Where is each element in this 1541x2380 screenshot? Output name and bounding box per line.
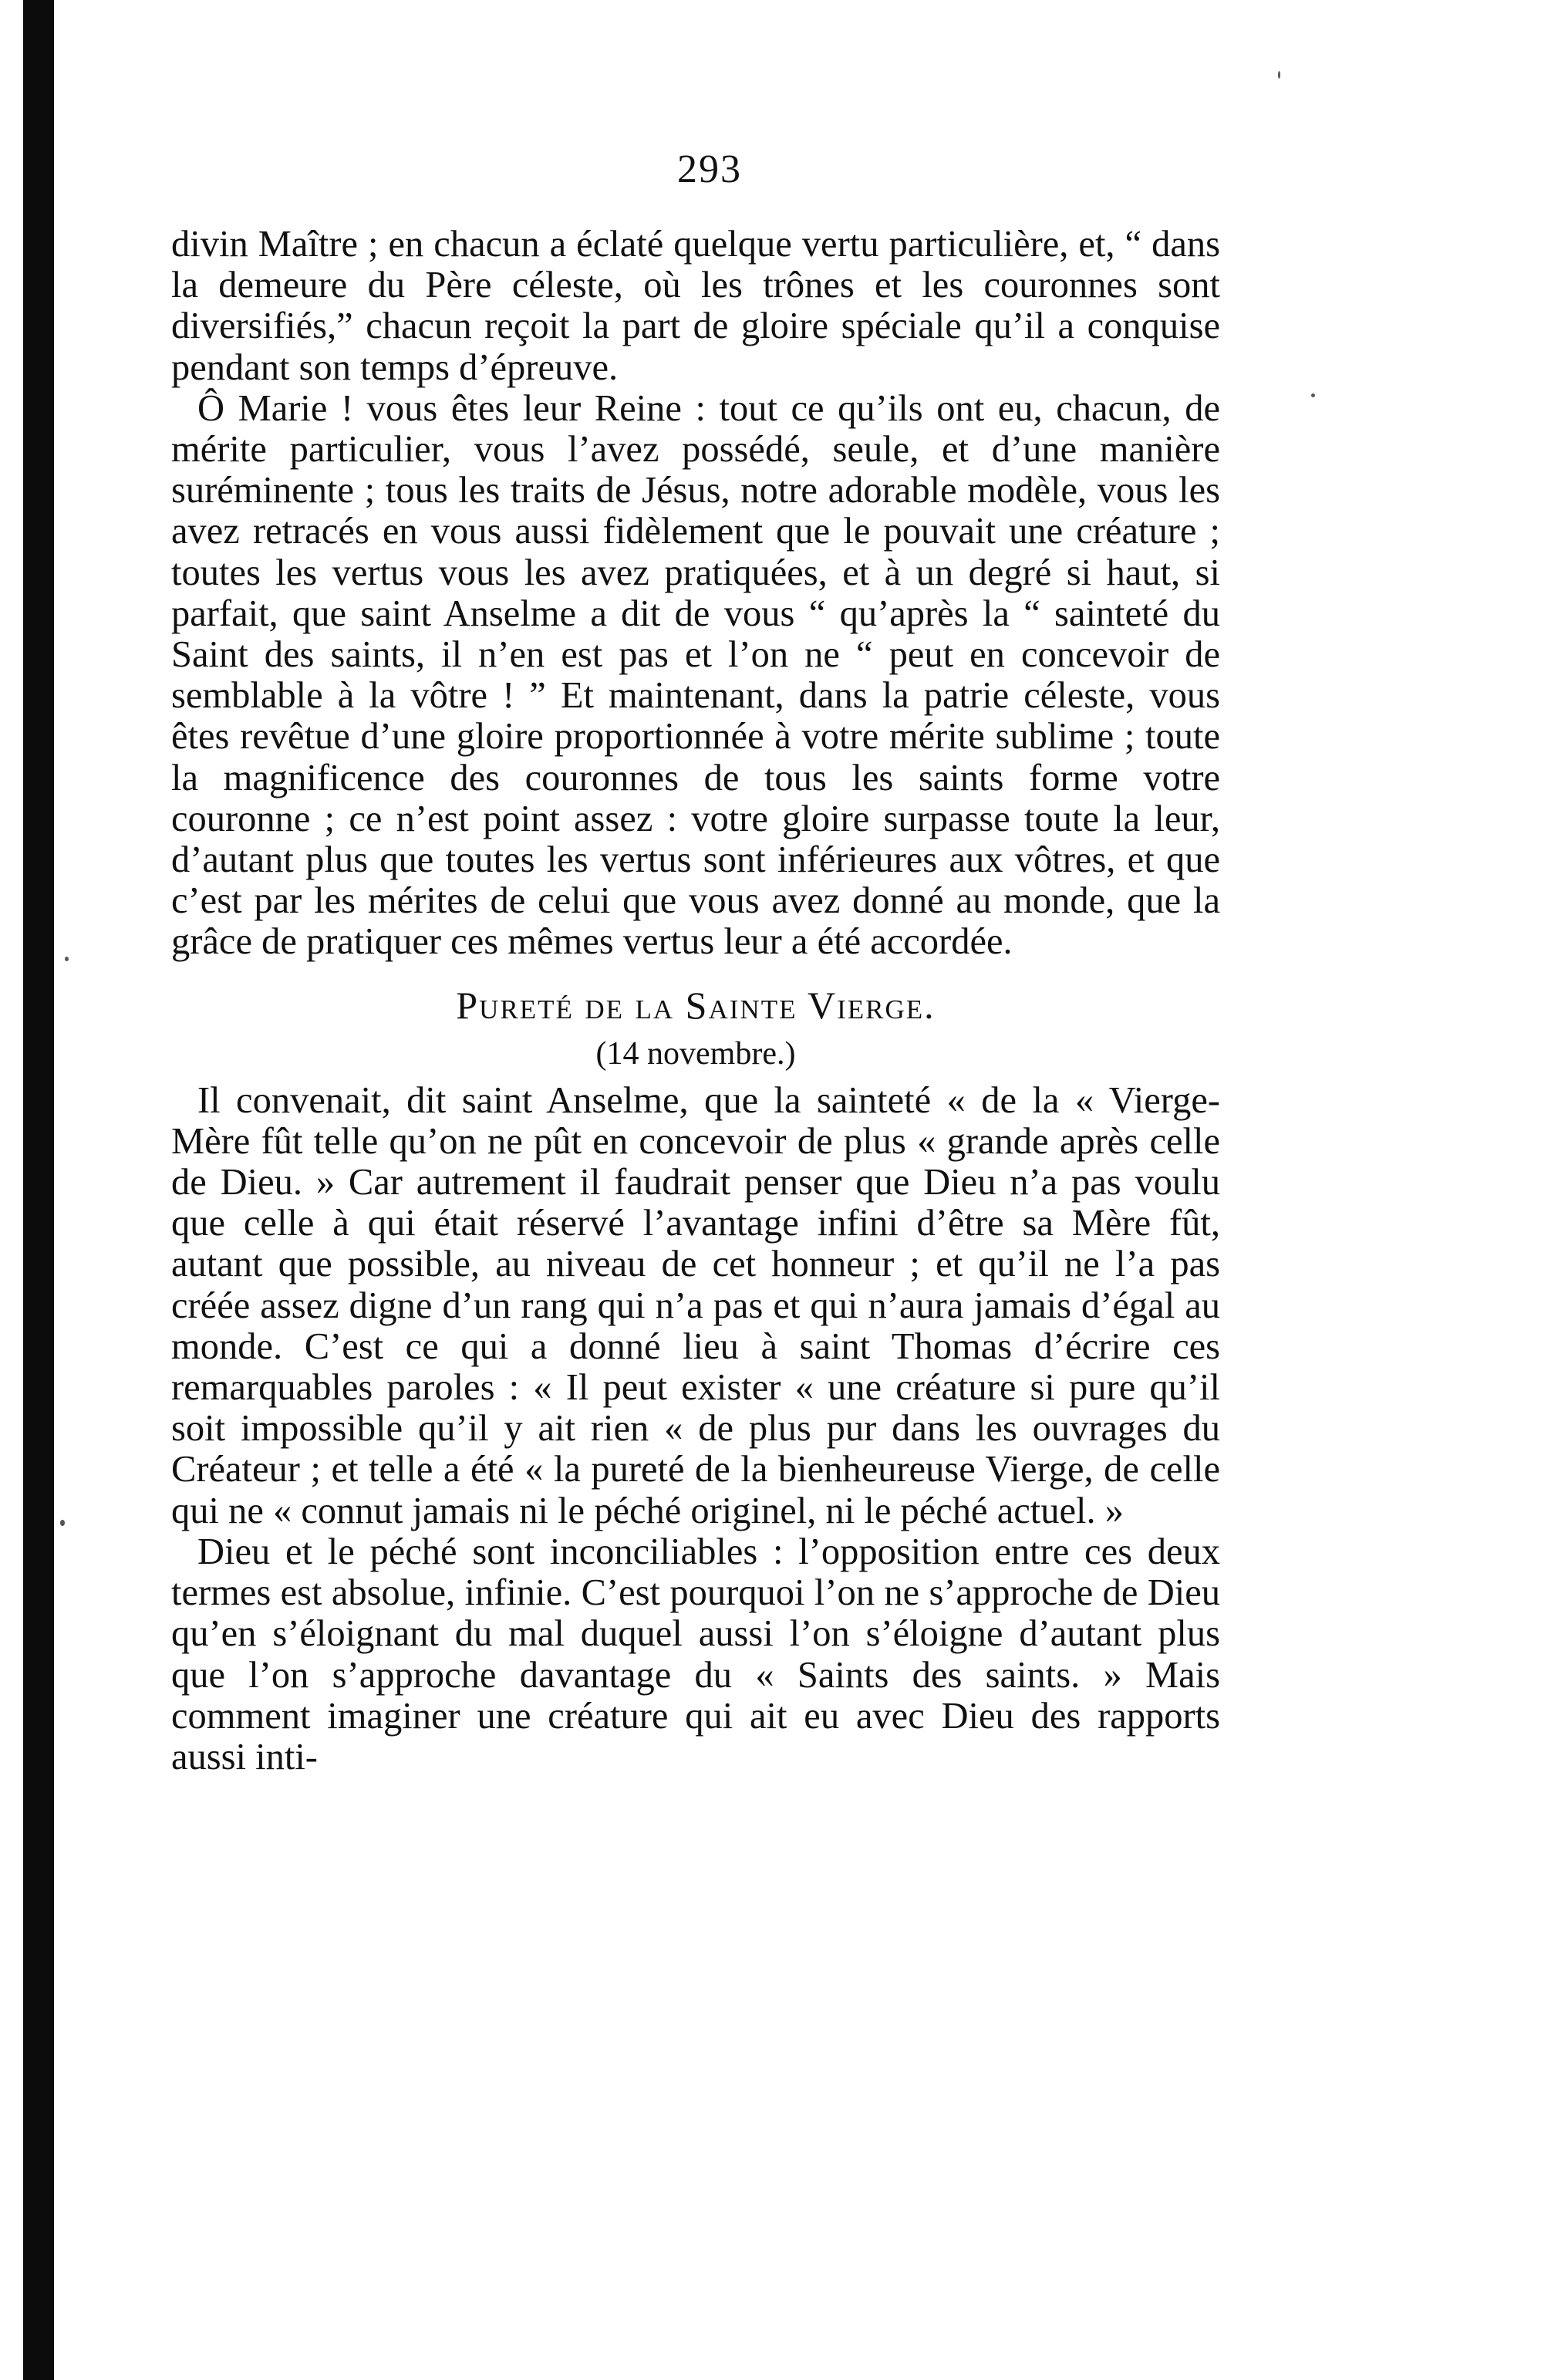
scan-speck (1278, 71, 1280, 79)
body-text (171, 224, 1220, 1777)
section-date: (14 novembre.) (595, 1035, 796, 1072)
paragraph: Ô Marie ! vous êtes leur Reine : tout ce qu’ils ont eu, chacun, de mérite particulier, vous l’avez possédé, seule, et d’une manière suréminente ; tous les traits de Jésus, notre adorable modèle, vous les avez retracés en vous aussi fidèlement que le pouvait une créature ; toutes les vertus vous les avez pratiquées, et à un degré si haut, si parfait, que saint Anselme a dit de vous “ qu’après la “ sainteté du Saint des saints, il n’en est pas et l’on ne “ peut en concevoir de semblable à la vôtre ! ” Et maintenant, dans la patrie céleste, vous êtes revêtue d’une gloire proportionnée à votre mérite sublime ; toute la magnificence des couronnes de tous les saints forme votre couronne ; ce n’est point assez : votre gloire surpasse toute la leur, d’autant plus que toutes les vertus sont inférieures aux vôtres, et que c’est par les mérites de celui que vous avez donné au monde, que la grâce de pratiquer ces mêmes vertus leur a été accordée. (171, 387, 1220, 963)
scan-speck (65, 957, 69, 961)
scan-speck (1311, 393, 1315, 397)
scan-speck (60, 1520, 65, 1526)
paragraph: Dieu et le péché sont inconciliables : l’opposition entre ces deux termes est absolue, infinie. C’est pourquoi l’on ne s’approche de Dieu qu’en s’éloignant du mal duquel aussi l’on s’éloigne d’autant plus que l’on s’approche davantage du « Saints des saints. » Mais comment imaginer une créature qui ait eu avec Dieu des rapports aussi inti- (171, 1531, 1220, 1777)
page-number: 293 (677, 147, 742, 191)
scan-binding-edge (23, 0, 54, 2380)
paragraph: divin Maître ; en chacun a éclaté quelque vertu particulière, et, “ dans la demeure du Père céleste, où les trônes et les couronnes sont diversifiés,” chacun reçoit la part de gloire spéciale qu’il a conquise pendant son temps d’épreuve. (171, 224, 1220, 388)
paragraph: Il convenait, dit saint Anselme, que la sainteté « de la « Vierge-Mère fût telle qu’on ne pût en concevoir de plus « grande après celle de Dieu. » Car autrement il faudrait penser que Dieu n’a pas voulu que celle à qui était réservé l’avantage infini d’être sa Mère fût, autant que possible, au niveau de cet honneur ; et qu’il ne l’a pas créée assez digne d’un rang qui n’a pas et qui n’aura jamais d’égal au monde. C’est ce qui a donné lieu à saint Thomas d’écrire ces remarquables paroles : « Il peut exister « une créature si pure qu’il soit impossible qu’il y ait rien « de plus pur dans les ouvrages du Créateur ; et telle a été « la pureté de la bienheureuse Vierge, de celle qui ne « connut jamais ni le péché originel, ni le péché actuel. » (171, 1079, 1220, 1531)
section-heading: Pureté de la Sainte Vierge. (456, 983, 936, 1027)
